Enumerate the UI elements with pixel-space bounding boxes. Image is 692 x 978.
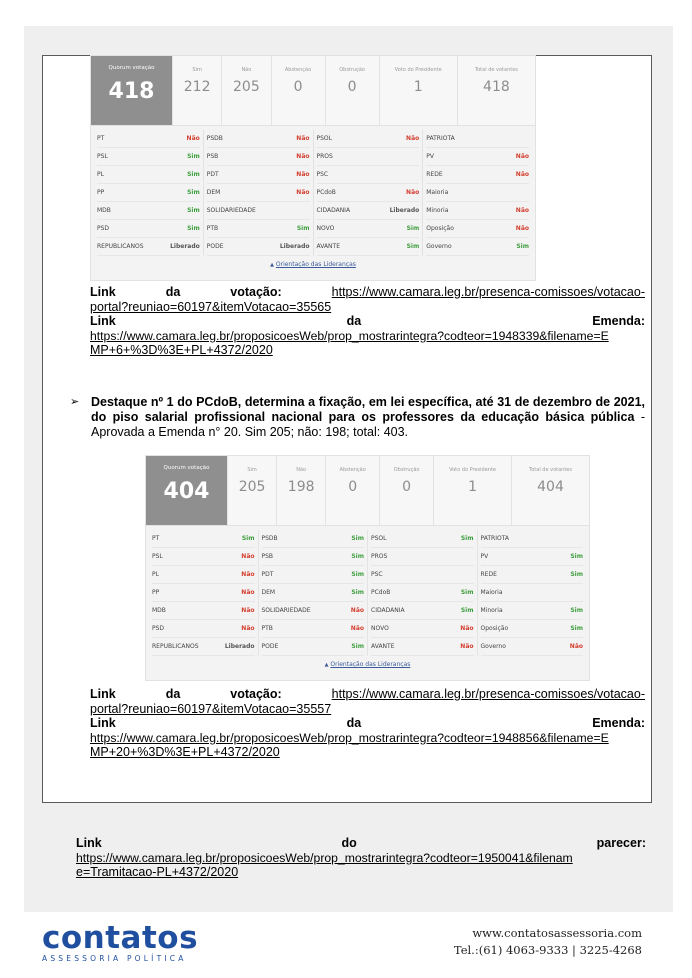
website-text[interactable]: www.contatosassessoria.com — [472, 926, 642, 940]
party-vote: Liberado — [224, 643, 255, 650]
party-name: DEM — [261, 589, 276, 596]
party-vote: Não — [241, 571, 255, 578]
stat-label: Não — [241, 67, 252, 73]
party-row — [481, 620, 584, 638]
orientation-link[interactable] — [91, 256, 535, 268]
party-column — [259, 530, 369, 656]
amend-link-label — [90, 716, 645, 731]
party-row — [317, 148, 420, 166]
stat-label: Abstenção — [339, 467, 366, 473]
party-name: PP — [97, 189, 105, 196]
party-name: Maioria — [426, 189, 449, 196]
party-name: DEM — [206, 189, 221, 196]
party-name: PSC — [371, 571, 383, 578]
party-row — [426, 148, 529, 166]
stat-2 — [271, 56, 325, 125]
vote-link-block-1 — [90, 285, 645, 358]
stat-2 — [325, 456, 379, 525]
party-row — [207, 184, 310, 202]
party-vote: Não — [460, 643, 474, 650]
party-name: Oposição — [480, 625, 509, 632]
party-name: PL — [152, 571, 159, 578]
stat-label: Abstenção — [284, 67, 312, 73]
stat-1 — [276, 456, 325, 525]
party-vote: Sim — [460, 535, 474, 542]
destaque-bold: Destaque nº 1 do PCdoB, determina a fixação, em lei específica, até 31 de dezembro de 2021, do piso salarial profissional nacional para os professores da educação básica pública — [91, 395, 645, 424]
party-name: PSL — [152, 553, 163, 560]
party-vote: Não — [186, 135, 200, 142]
orientation-link[interactable] — [146, 656, 589, 668]
vote-link-block-2 — [90, 687, 645, 760]
party-name: PTB — [206, 225, 219, 232]
party-vote: Não — [406, 135, 420, 142]
party-column — [94, 130, 204, 256]
party-name: PL — [97, 171, 104, 178]
party-row — [152, 566, 255, 584]
stat-4 — [379, 56, 457, 125]
vote-url-1[interactable]: https://www.camara.leg.br/presenca-comissoes/votacao- — [331, 285, 645, 299]
stat-value: 205 — [233, 79, 260, 95]
party-vote: Não — [241, 625, 255, 632]
parecer-label — [76, 836, 646, 851]
word: votação: — [230, 285, 282, 299]
phone-text: Tel.:(61) 4063-9333 | 3225-4268 — [453, 943, 642, 957]
party-name: REPUBLICANOS — [152, 643, 199, 650]
party-name: SOLIDARIEDADE — [206, 207, 256, 214]
party-name: MDB — [152, 607, 166, 614]
amend-url-2[interactable]: MP+6+%3D%3E+PL+4372/2020 — [90, 343, 273, 357]
parecer-url-1[interactable]: https://www.camara.leg.br/proposicoesWeb/prop_mostrarintegra?codteor=1950041&filenam — [76, 850, 573, 865]
party-name: NOVO — [371, 625, 389, 632]
party-row — [426, 166, 529, 184]
party-row — [152, 530, 255, 548]
party-name: CIDADANIA — [316, 207, 351, 214]
footer-contact — [454, 925, 642, 959]
party-name: AVANTE — [316, 243, 340, 250]
party-vote: Não — [515, 153, 529, 160]
party-name: PSOL — [371, 535, 387, 542]
party-row — [97, 166, 200, 184]
orientation-link-text: Orientação das Lideranças — [275, 261, 356, 268]
party-row — [317, 130, 420, 148]
vote-panel-2 — [145, 455, 590, 681]
vote-panel-1 — [90, 55, 536, 281]
party-row — [426, 220, 529, 238]
party-name: Minoria — [426, 207, 449, 214]
destaque-bullet — [70, 395, 645, 440]
quorum-value: 404 — [163, 479, 210, 504]
party-vote: Não — [406, 189, 420, 196]
party-name: PCdoB — [371, 589, 391, 596]
quorum-label: Quorum votação — [163, 465, 210, 471]
party-row — [481, 566, 584, 584]
stat-label: Total de votantes — [474, 67, 518, 73]
destaque-text — [91, 395, 645, 440]
party-row — [481, 602, 584, 620]
stat-1 — [221, 56, 270, 125]
word: Emenda: — [592, 314, 645, 328]
party-vote: Sim — [570, 571, 583, 578]
stat-0 — [172, 56, 221, 125]
amend-link-label — [90, 314, 645, 329]
stat-label: Sim — [247, 467, 257, 473]
party-row — [317, 202, 420, 220]
party-name: PSDB — [206, 135, 223, 142]
party-row — [152, 584, 255, 602]
party-name: Maioria — [480, 589, 503, 596]
party-vote: Sim — [570, 625, 583, 632]
party-row — [207, 220, 310, 238]
party-name: PSD — [152, 625, 165, 632]
vote-link-label — [90, 687, 645, 702]
party-vote: Não — [515, 171, 529, 178]
party-row — [262, 566, 365, 584]
stat-value: 0 — [402, 479, 412, 495]
quorum-box — [146, 456, 227, 525]
party-row — [262, 638, 365, 656]
amend-url-1[interactable]: https://www.camara.leg.br/proposicoesWeb/prop_mostrarintegra?codteor=1948856&filename=E — [90, 730, 609, 745]
party-row — [317, 220, 420, 238]
parecer-url-2[interactable]: e=Tramitacao-PL+4372/2020 — [76, 865, 239, 879]
party-vote: Sim — [241, 535, 255, 542]
party-vote: Não — [350, 607, 364, 614]
party-vote: Sim — [460, 589, 474, 596]
party-vote: Sim — [351, 535, 364, 542]
stat-0 — [227, 456, 276, 525]
party-name: CIDADANIA — [371, 607, 405, 614]
party-grid — [91, 126, 535, 256]
party-row — [207, 238, 310, 256]
vote-summary — [146, 456, 589, 526]
party-vote: Sim — [187, 153, 200, 160]
party-column — [314, 130, 424, 256]
party-row — [207, 202, 310, 220]
stat-5 — [511, 456, 589, 525]
stat-value: 205 — [238, 479, 266, 495]
party-name: PT — [152, 535, 160, 542]
stat-3 — [379, 456, 433, 525]
party-vote: Não — [296, 171, 310, 178]
party-vote: Sim — [351, 643, 364, 650]
party-row — [426, 130, 529, 148]
party-name: PSL — [97, 153, 108, 160]
party-row — [426, 202, 529, 220]
party-name: PSD — [97, 225, 110, 232]
party-row — [152, 638, 255, 656]
party-vote: Não — [241, 553, 255, 560]
party-name: PODE — [261, 643, 279, 650]
party-vote: Sim — [516, 243, 529, 250]
stat-value: 418 — [483, 79, 510, 95]
quorum-box — [91, 56, 172, 125]
party-name: PROS — [371, 553, 388, 560]
stat-3 — [325, 56, 379, 125]
stat-value: 0 — [293, 79, 303, 95]
party-row — [371, 602, 474, 620]
arrow-bullet-icon: ➢ — [70, 396, 80, 408]
stat-value: 0 — [347, 79, 357, 95]
party-name: Oposição — [426, 225, 454, 232]
word: Link — [90, 285, 116, 299]
party-name: Minoria — [480, 607, 503, 614]
party-row — [262, 530, 365, 548]
party-name: AVANTE — [371, 643, 395, 650]
word: Emenda: — [592, 716, 645, 730]
party-name: PP — [152, 589, 160, 596]
vote-url-1[interactable]: https://www.camara.leg.br/presenca-comissoes/votacao- — [331, 687, 645, 701]
party-vote: Sim — [187, 189, 200, 196]
orientation-link-text: Orientação das Lideranças — [330, 661, 411, 668]
party-name: PATRIOTA — [426, 135, 455, 142]
party-row — [371, 566, 474, 584]
word: Link — [76, 836, 102, 850]
party-row — [152, 620, 255, 638]
amend-url-1[interactable]: https://www.camara.leg.br/proposicoesWeb/prop_mostrarintegra?codteor=1948339&filename=E — [90, 328, 609, 343]
party-row — [152, 602, 255, 620]
party-row — [371, 620, 474, 638]
party-vote: Sim — [570, 607, 583, 614]
party-row — [152, 548, 255, 566]
word: parecer: — [596, 836, 646, 850]
party-name: NOVO — [316, 225, 335, 232]
party-name: Governo — [480, 643, 506, 650]
amend-url-2[interactable]: MP+20+%3D%3E+PL+4372/2020 — [90, 745, 280, 759]
party-row — [317, 184, 420, 202]
party-vote: Não — [296, 153, 310, 160]
party-name: REPUBLICANOS — [97, 243, 144, 250]
party-name: Governo — [426, 243, 452, 250]
party-name: PSC — [316, 171, 329, 178]
stat-value: 1 — [468, 479, 477, 495]
stat-label: Obstrução — [339, 67, 365, 73]
party-vote: Sim — [351, 571, 364, 578]
party-name: PSB — [261, 553, 274, 560]
party-vote: Não — [515, 225, 529, 232]
party-name: SOLIDARIEDADE — [261, 607, 311, 614]
party-row — [481, 638, 584, 656]
party-grid — [146, 526, 589, 656]
word: da — [346, 314, 362, 328]
word: da — [165, 687, 181, 701]
party-vote: Não — [296, 189, 310, 196]
party-vote: Sim — [406, 243, 420, 250]
party-vote: Sim — [187, 171, 200, 178]
party-vote: Sim — [570, 553, 583, 560]
party-row — [262, 602, 365, 620]
party-row — [481, 584, 584, 602]
party-vote: Sim — [187, 225, 200, 232]
party-vote: Liberado — [279, 243, 310, 250]
party-row — [481, 530, 584, 548]
party-name: PTB — [261, 625, 273, 632]
party-vote: Sim — [406, 225, 420, 232]
party-row — [317, 166, 420, 184]
party-vote: Não — [515, 207, 529, 214]
party-vote: Sim — [296, 225, 310, 232]
stat-label: Obstrução — [393, 467, 420, 473]
party-vote: Sim — [460, 607, 474, 614]
party-row — [207, 148, 310, 166]
party-name: PV — [426, 153, 434, 160]
party-row — [97, 202, 200, 220]
party-row — [207, 130, 310, 148]
party-row — [262, 620, 365, 638]
vote-summary — [91, 56, 535, 126]
vote-link-label — [90, 285, 645, 300]
party-vote: Não — [350, 625, 364, 632]
party-vote: Não — [296, 135, 310, 142]
party-vote: Sim — [351, 589, 364, 596]
party-name: PODE — [206, 243, 224, 250]
party-name: PDT — [261, 571, 274, 578]
stat-label: Voto do Presidente — [449, 467, 496, 473]
party-row — [426, 184, 529, 202]
word: Link — [90, 314, 116, 328]
vote-url-2[interactable]: portal?reuniao=60197&itemVotacao=35557 — [90, 701, 332, 716]
stat-4 — [433, 456, 511, 525]
word: da — [346, 716, 362, 730]
party-row — [371, 584, 474, 602]
party-name: PROS — [316, 153, 333, 160]
word: votação: — [230, 687, 282, 701]
party-name: REDE — [480, 571, 497, 578]
party-row — [371, 530, 474, 548]
party-row — [481, 548, 584, 566]
vote-url-2[interactable]: portal?reuniao=60197&itemVotacao=35565 — [90, 299, 332, 314]
party-name: PCdoB — [316, 189, 336, 196]
party-name: PT — [97, 135, 105, 142]
party-vote: Liberado — [170, 243, 200, 250]
party-name: PV — [480, 553, 489, 560]
triangle-icon: ▲ — [324, 662, 329, 668]
stat-label: Sim — [192, 67, 202, 73]
party-row — [317, 238, 420, 256]
logo-subtitle: ASSESSORIA POLÍTICA — [42, 954, 187, 963]
party-row — [97, 238, 200, 256]
word: Link — [90, 716, 116, 730]
party-name: PDT — [206, 171, 219, 178]
party-vote: Não — [241, 607, 255, 614]
party-row — [207, 166, 310, 184]
destaque-result: - Aprovada a Emenda n° 20. Sim 205; não: 198; total: 403. — [91, 410, 645, 439]
party-name: REDE — [426, 171, 443, 178]
party-column — [423, 130, 532, 256]
party-row — [262, 584, 365, 602]
word: do — [341, 836, 357, 850]
stat-value: 404 — [537, 479, 564, 495]
party-column — [149, 530, 259, 656]
party-row — [97, 220, 200, 238]
party-column — [478, 530, 587, 656]
party-name: PSB — [206, 153, 219, 160]
parecer-link-block — [76, 836, 646, 880]
quorum-value: 418 — [108, 79, 155, 104]
stat-label: Voto do Presidente — [394, 67, 442, 73]
word: Link — [90, 687, 116, 701]
contatos-logo — [42, 920, 198, 963]
party-name: PATRIOTA — [480, 535, 510, 542]
party-vote: Sim — [351, 553, 364, 560]
party-row — [97, 148, 200, 166]
quorum-label: Quorum votação — [108, 65, 155, 71]
stat-value: 0 — [348, 479, 358, 495]
party-name: MDB — [97, 207, 111, 214]
logo-wordmark: contatos — [42, 920, 199, 956]
party-column — [368, 530, 478, 656]
party-vote: Sim — [187, 207, 200, 214]
party-row — [97, 184, 200, 202]
party-vote: Não — [460, 625, 474, 632]
party-row — [371, 638, 474, 656]
stat-value: 1 — [413, 79, 423, 95]
triangle-icon: ▲ — [270, 262, 274, 268]
party-column — [204, 130, 314, 256]
stat-5 — [457, 56, 535, 125]
party-row — [262, 548, 365, 566]
party-name: PSOL — [316, 135, 332, 142]
party-vote: Não — [569, 643, 583, 650]
stat-label: Não — [296, 467, 307, 473]
stat-value: 212 — [183, 79, 211, 95]
party-vote: Não — [241, 589, 255, 596]
stat-label: Total de votantes — [529, 467, 572, 473]
party-row — [97, 130, 200, 148]
word: da — [165, 285, 181, 299]
party-row — [426, 238, 529, 256]
party-row — [371, 548, 474, 566]
party-vote: Liberado — [389, 207, 420, 214]
stat-value: 198 — [287, 479, 315, 495]
party-name: PSDB — [261, 535, 278, 542]
